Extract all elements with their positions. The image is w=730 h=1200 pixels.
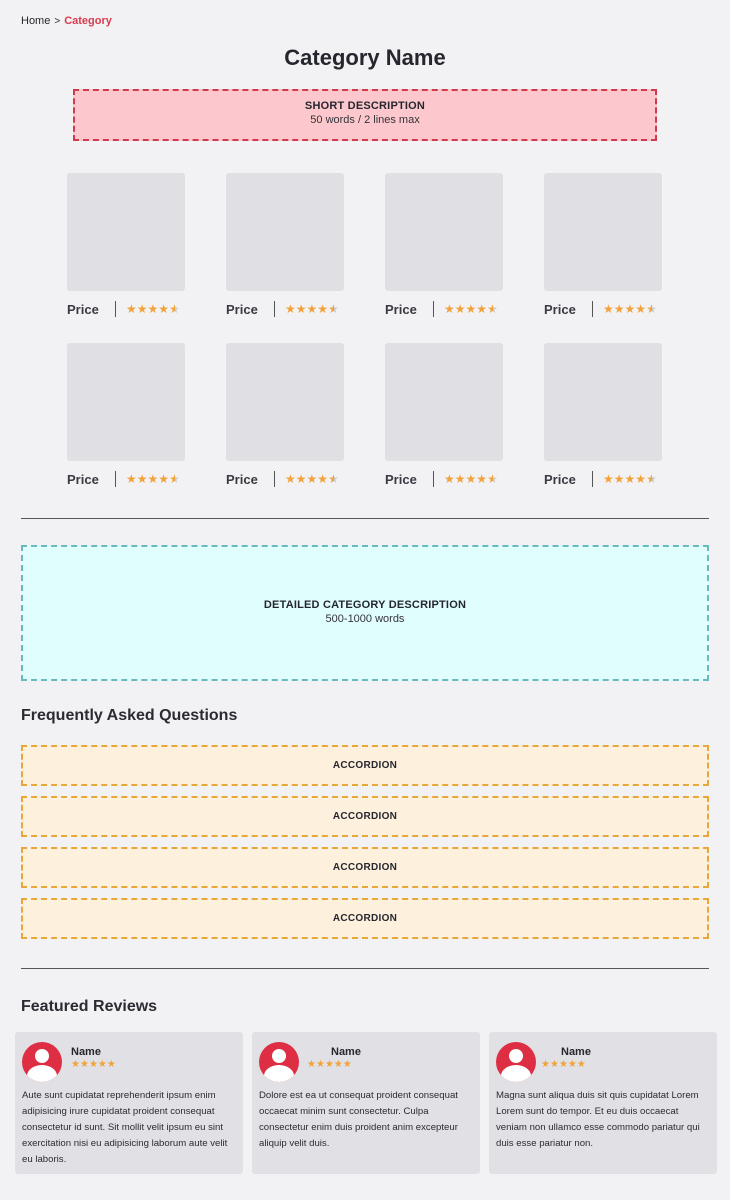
product-meta (385, 470, 505, 488)
product-card[interactable] (226, 343, 346, 488)
divider (592, 301, 593, 317)
star-icon: ★ (285, 472, 296, 486)
product-card[interactable] (67, 173, 187, 318)
faq-accordion[interactable]: ACCORDION (21, 745, 709, 786)
detailed-description-title: DETAILED CATEGORY DESCRIPTION (263, 599, 467, 611)
star-icon: ★ (147, 302, 159, 316)
star-icon: ★ (635, 472, 647, 486)
star-rating (126, 473, 180, 485)
divider (433, 471, 434, 487)
review-card (489, 1032, 717, 1174)
product-price: Price (67, 471, 99, 487)
star-rating (444, 473, 498, 485)
breadcrumb-current: Category (64, 15, 112, 27)
divider (274, 471, 275, 487)
product-image[interactable] (226, 173, 344, 291)
star-icon: ★ (295, 472, 307, 486)
product-meta (544, 470, 664, 488)
product-card[interactable] (544, 343, 664, 488)
review-text: Dolore est ea ut consequat proident consequat occaecat minim sunt consectetur. Culpa consectetur enim duis proident anim excepteur aliquip velit duis. (259, 1090, 458, 1149)
reviewer-info (307, 1042, 361, 1070)
product-image[interactable] (67, 173, 185, 291)
page-title: Category Name (284, 45, 446, 70)
star-icon: ★ (624, 302, 636, 316)
star-icon: ★ (576, 1059, 586, 1070)
star-icon: ★ (97, 1059, 107, 1070)
faq-accordion[interactable]: ACCORDION (21, 898, 709, 939)
star-icon: ★ (624, 472, 636, 486)
product-image[interactable] (67, 343, 185, 461)
star-icon: ★ (558, 1059, 568, 1070)
breadcrumb-home-link[interactable]: Home (21, 15, 51, 27)
breadcrumb (21, 15, 112, 27)
star-icon: ★ (307, 1059, 316, 1070)
divider (433, 301, 434, 317)
star-rating (285, 473, 339, 485)
half-star-icon: ★ (646, 472, 657, 486)
star-icon: ★ (79, 1059, 89, 1070)
product-price: Price (226, 301, 258, 317)
product-meta (385, 300, 505, 318)
product-price: Price (67, 301, 99, 317)
star-icon: ★ (295, 302, 307, 316)
star-rating (126, 303, 180, 315)
star-icon: ★ (126, 302, 137, 316)
star-icon: ★ (88, 1059, 98, 1070)
product-image[interactable] (544, 343, 662, 461)
star-rating (307, 1060, 361, 1070)
star-rating (541, 1060, 591, 1070)
divider (274, 301, 275, 317)
product-card[interactable] (67, 343, 187, 488)
reviewer-info (541, 1042, 591, 1070)
half-star-icon: ★ (328, 472, 339, 486)
star-icon: ★ (603, 302, 614, 316)
star-icon: ★ (541, 1059, 550, 1070)
review-card (252, 1032, 480, 1174)
divider (115, 471, 116, 487)
star-icon: ★ (306, 472, 318, 486)
product-image[interactable] (226, 343, 344, 461)
review-header (22, 1042, 236, 1082)
star-icon: ★ (158, 472, 170, 486)
half-star-icon: ★ (169, 302, 180, 316)
half-star-icon: ★ (169, 472, 180, 486)
star-rating (285, 303, 339, 315)
star-icon: ★ (465, 302, 477, 316)
product-card[interactable] (226, 173, 346, 318)
star-icon: ★ (549, 1059, 559, 1070)
reviewer-name: Name (71, 1046, 101, 1058)
section-divider (21, 968, 709, 969)
faq-accordion[interactable]: ACCORDION (21, 847, 709, 888)
detailed-description-box (21, 545, 709, 681)
divider (115, 301, 116, 317)
star-icon: ★ (454, 472, 466, 486)
product-meta (67, 470, 187, 488)
star-icon: ★ (465, 472, 477, 486)
reviews-title: Featured Reviews (21, 998, 158, 1015)
star-icon: ★ (136, 302, 148, 316)
star-icon: ★ (158, 302, 170, 316)
product-meta (226, 470, 346, 488)
half-star-icon: ★ (646, 302, 657, 316)
avatar-icon (22, 1042, 62, 1082)
star-rating (603, 303, 657, 315)
star-icon: ★ (444, 302, 455, 316)
product-price: Price (544, 301, 576, 317)
star-icon: ★ (613, 302, 625, 316)
divider (592, 471, 593, 487)
star-icon: ★ (613, 472, 625, 486)
star-rating (603, 473, 657, 485)
star-icon: ★ (71, 1059, 80, 1070)
review-card (15, 1032, 243, 1174)
star-rating (444, 303, 498, 315)
star-icon: ★ (476, 302, 488, 316)
star-icon: ★ (106, 1059, 116, 1070)
review-text: Aute sunt cupidatat reprehenderit ipsum enim adipisicing irure cupidatat proident consequat consectetur id sunt. Sit mollit velit ipsum eu sint exercitation nisi eu adipisicing laborum aute velit eu laboris. (22, 1090, 228, 1165)
product-meta (226, 300, 346, 318)
star-icon: ★ (635, 302, 647, 316)
short-description-title: SHORT DESCRIPTION (304, 100, 426, 112)
star-icon: ★ (333, 1059, 343, 1070)
avatar-icon (496, 1042, 536, 1082)
star-icon: ★ (317, 302, 329, 316)
faq-accordion[interactable]: ACCORDION (21, 796, 709, 837)
star-icon: ★ (147, 472, 159, 486)
reviewer-info (71, 1042, 116, 1070)
star-icon: ★ (306, 302, 318, 316)
star-icon: ★ (454, 302, 466, 316)
review-header (259, 1042, 473, 1082)
section-divider (21, 518, 709, 519)
short-description-subtitle: 50 words / 2 lines max (310, 114, 420, 126)
star-icon: ★ (317, 472, 329, 486)
review-header (496, 1042, 710, 1082)
star-icon: ★ (342, 1059, 352, 1070)
product-image[interactable] (385, 173, 503, 291)
avatar-icon (259, 1042, 299, 1082)
reviewer-name: Name (331, 1046, 361, 1058)
product-price: Price (385, 471, 417, 487)
detailed-description-subtitle: 500-1000 words (325, 613, 405, 625)
half-star-icon: ★ (487, 302, 498, 316)
product-image[interactable] (385, 343, 503, 461)
review-text: Magna sunt aliqua duis sit quis cupidatat Lorem Lorem sunt do tempor. Et eu duis occaecat veniam non ullamco esse commodo pariatur qui duis esse pariatur non. (496, 1090, 700, 1149)
star-icon: ★ (136, 472, 148, 486)
star-icon: ★ (315, 1059, 325, 1070)
half-star-icon: ★ (328, 302, 339, 316)
breadcrumb-separator: > (54, 15, 61, 27)
star-icon: ★ (444, 472, 455, 486)
star-icon: ★ (324, 1059, 334, 1070)
product-price: Price (544, 471, 576, 487)
product-price: Price (385, 301, 417, 317)
product-card[interactable] (544, 173, 664, 318)
star-icon: ★ (567, 1059, 577, 1070)
half-star-icon: ★ (487, 472, 498, 486)
product-image[interactable] (544, 173, 662, 291)
star-icon: ★ (285, 302, 296, 316)
product-price: Price (226, 471, 258, 487)
star-icon: ★ (126, 472, 137, 486)
product-meta (67, 300, 187, 318)
faq-title: Frequently Asked Questions (21, 707, 238, 724)
star-icon: ★ (476, 472, 488, 486)
star-icon: ★ (603, 472, 614, 486)
product-meta (544, 300, 664, 318)
product-card[interactable] (385, 173, 505, 318)
star-rating (71, 1060, 116, 1070)
product-card[interactable] (385, 343, 505, 488)
reviewer-name: Name (561, 1046, 591, 1058)
short-description-box (73, 89, 657, 141)
